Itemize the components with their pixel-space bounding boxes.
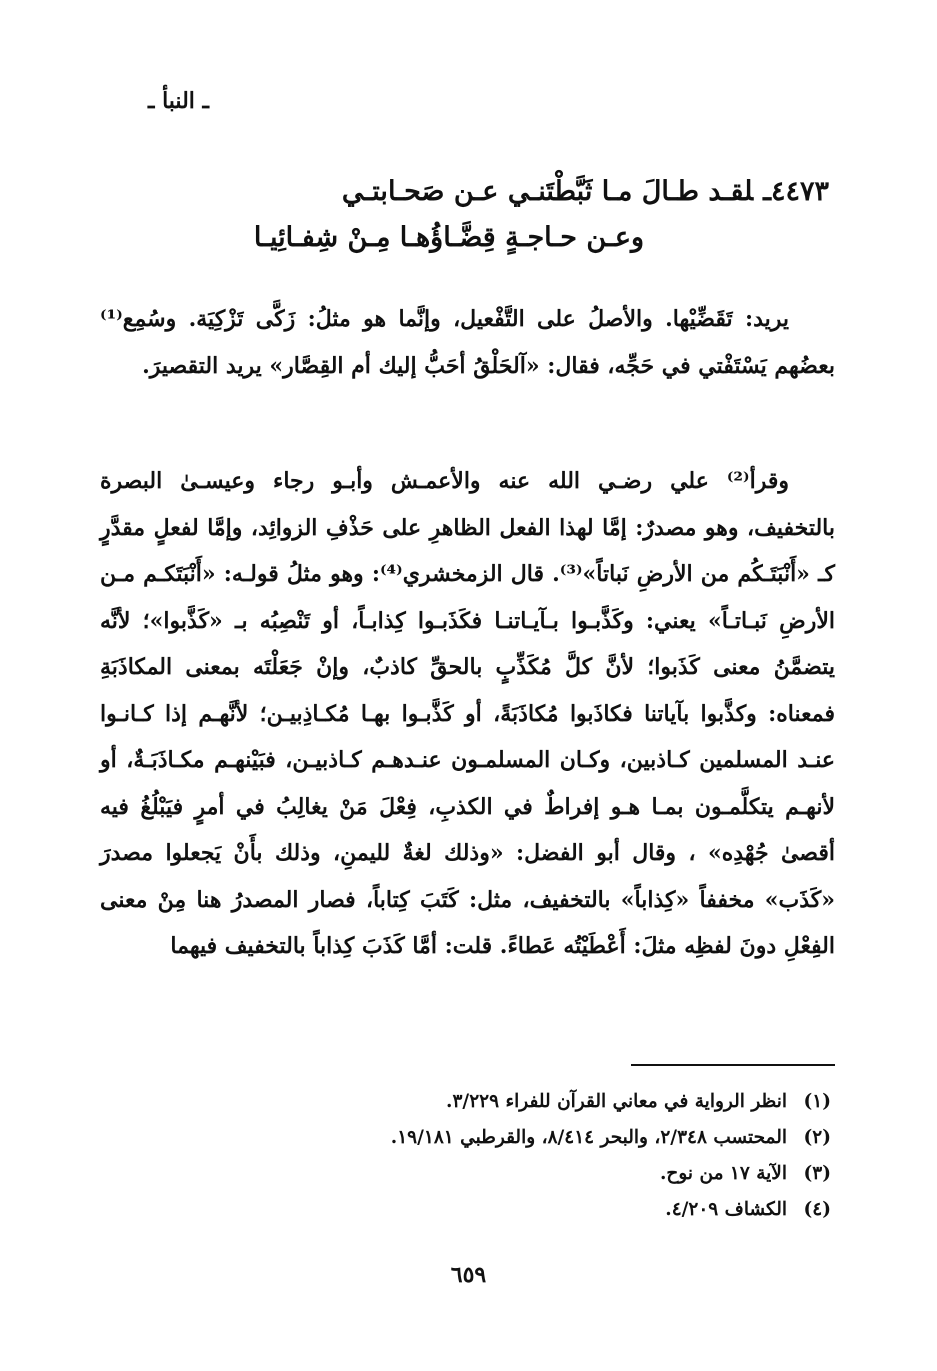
verse-hemistich-2: وعـن حـاجـةٍ قِضَّـاؤُهـا مِـنْ شِفـائِيـا: [253, 222, 644, 253]
footnote-2: [101, 1120, 831, 1156]
verse-number: ٤٤٧٣ـ: [763, 176, 829, 207]
footnote-text: الكشاف ٤/٢٠٩.: [665, 1199, 787, 1220]
commentary-paragraph-2: [100, 458, 835, 970]
verse-line-1-text: لقـد طـالَ مـا ثَبَّطْتَنـي عـن صَحـابتـي: [341, 176, 754, 207]
footnote-text: الآية ١٧ من نوح.: [659, 1163, 787, 1184]
footnote-separator: [631, 1064, 835, 1066]
footnote-number: (٣): [803, 1163, 831, 1184]
footnote-number: (٢): [803, 1127, 831, 1148]
paragraph-2-text: وقرأ⁽²⁾ علي رضـي الله عنه والأعمـش وأبـو رجاء وعيسـىٰ البصرة بالتخفيف، وهو مصدرٌ: إمَّا لهذا الفعل الظاهرِ على حَذْفِ الزوائِد، وإمَّا لفعلٍ مقدَّرٍ كـ «أَنْبَتَـكُم من الأرضِ نَباتاً»⁽³⁾. قال الزمخشري⁽⁴⁾: وهو مثلُ قولـه: «أَنْبَتَكـم مـن الأرضِ نَبـاتـاً» يعني: وكَذَّبـوا بـآيـاتنـا فكَذَبـوا كِذابـاً، أو تَنْصِبُه بـ «كَذَّبوا»؛ لأنَّه يتضمَّنُ معنى كَذَبوا؛ لأنَّ كلَّ مُكَذِّبٍ بالحقِّ كاذبٌ، وإنْ جَعَلْتَه بمعنى المكاذَبَةِ فمعناه: وكذَّبوا بآياتنا فكاذَبوا مُكاذَبَةً، أو كَذَّبـوا بهـا مُكـاذِبيـن؛ لأنَّهـم إذا كـانـوا عنـد المسلمين كـاذبين، وكـان المسلمـون عنـدهـم كـاذبيـن، فبَيْنهـم مكـاذَبَـةٌ، أو لأنهـم يتكلَّمـون بمـا هـو إفراطٌ في الكذبِ، فِعْلَ مَنْ يغالِبُ في أمرٍ فيَبْلُغُ فيه أقصىٰ جُهْدِه» ، وقال أبو الفضل: «وذلك لغةٌ لليمنِ، وذلك بأَنْ يَجعلوا مصدرَ «كَذَب» مخففاً «كِذاباً» بالتخفيف، مثل: كَتَبَ كِتاباً، فصار المصدرُ هنا مِنْ معنى الفِعْلِ دونَ لفظِه مثلَ: أَعْطَيْتُه عَطاءً. قلت: أمَّا كَذَبَ كِذاباً بالتخفيف فيهما: [100, 468, 835, 959]
footnote-text: انظر الرواية في معاني القرآن للفراء ٣/٢٢٩.: [446, 1091, 787, 1112]
footnote-text: المحتسب ٢/٣٤٨، والبحر ٨/٤١٤، والقرطبي ١٩/١٨١.: [390, 1127, 787, 1148]
verse-hemistich-1: [342, 176, 829, 207]
paragraph-1-text: يريد: تَقَضِّيْها. والأصلُ على التَّفْعيل، وإنَّما هو مثلُ: زَكَّى تَزْكِيَة. وسُمِع⁽¹⁾ بعضُهم يَسْتَفْتي في حَجِّه، فقال: «آلحَلْقُ أحَبُّ إليك أم القِصَّار» يريد التقصيرَ.: [100, 306, 835, 379]
commentary-paragraph-1: [100, 296, 835, 389]
footnote-number: (٤): [803, 1199, 831, 1220]
footnote-1: [101, 1084, 831, 1120]
footnotes: [101, 1084, 831, 1228]
footnote-3: [101, 1156, 831, 1192]
footnote-4: [101, 1192, 831, 1228]
footnote-number: (١): [803, 1091, 831, 1112]
page-number: ٦٥٩: [450, 1262, 487, 1288]
running-header: ـ النبأ ـ: [147, 88, 209, 114]
